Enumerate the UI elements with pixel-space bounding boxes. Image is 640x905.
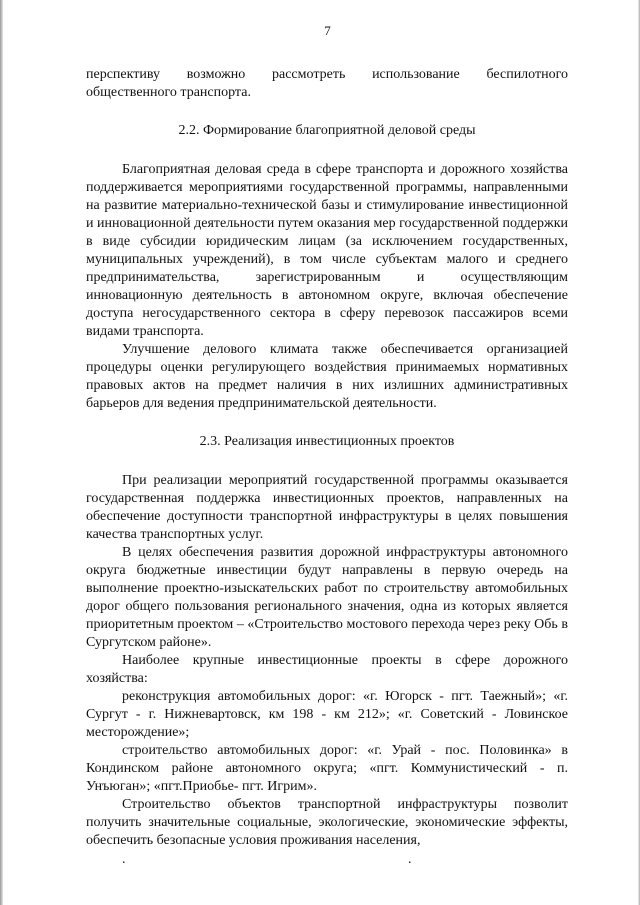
section-heading-2-3: 2.3. Реализация инвестиционных проектов: [199, 434, 455, 449]
paragraph-business-environment: Благоприятная деловая среда в сфере транспорта и дорожного хозяйства поддерживается мероприятиями государственной программы, направленными на развитие материально-технической базы и стимулирование инвестиционной и инновационной деятельности путем оказания мер государственной поддержки в виде субсидии юридическим лицам (за исключением государственных, муниципальных учреждений), в том числе субъектам малого и среднего предпринимательства, зарегистрированным и осуществляющим инновационную деятельность в автономном округе, включая обеспечение доступа негосударственного сектора в сферу перевозок пассажиров всеми видами транспорта.: [86, 162, 568, 339]
scan-mark-left: .: [122, 852, 126, 867]
paragraph-intro: перспективу возможно рассмотреть использование беспилотного общественного транспорта.: [86, 67, 568, 100]
paragraph-major-projects: Наиболее крупные инвестиционные проекты в сфере дорожного хозяйства:: [86, 653, 568, 686]
section-heading-2-2: 2.2. Формирование благоприятной деловой среды: [178, 123, 476, 138]
paragraph-state-support: При реализации мероприятий государственной программы оказывается государственная поддержка инвестиционных проектов, направленных на обеспечение доступности транспортной инфраструктуры в целях повышения качества транспортных услуг.: [86, 473, 568, 542]
document-body: [86, 66, 568, 850]
paragraph-budget-investments: В целях обеспечения развития дорожной инфраструктуры автономного округа бюджетные инвестиции будут направлены в первую очередь на выполнение проектно-изыскательских работ по строительству автомобильных дорог общего пользования регионального значения, одна из которых является приоритетным проектом – «Строительство мостового перехода через реку Обь в Сургутском районе».: [86, 545, 568, 650]
document-page: [86, 22, 568, 850]
paragraph-construction: строительство автомобильных дорог: «г. Урай - пос. Половинка» в Кондинском районе автономного округа; «пгт. Коммунистический - п. Унъюган»; «пгт.Приобье- пгт. Игрим».: [86, 743, 568, 794]
paragraph-reconstruction: реконструкция автомобильных дорог: «г. Югорск - пгт. Таежный»; «г. Сургут - г. Нижневартовск, км 198 - км 212»; «г. Советский - Ловинское месторождение»;: [86, 689, 568, 740]
page-number: 7: [324, 23, 331, 38]
scan-mark-right: .: [408, 852, 412, 867]
paragraph-effects: Строительство объектов транспортной инфраструктуры позволит получить значительные социальные, экологические, экономические эффекты, обеспечить безопасные условия проживания населения,: [86, 797, 568, 848]
paragraph-business-climate: Улучшение делового климата также обеспечивается организацией процедуры оценки регулирующего воздействия принимаемых нормативных правовых актов на предмет наличия в них излишних административных барьеров для ведения предпринимательской деятельности.: [86, 342, 568, 411]
scan-edge-left: [0, 0, 3, 905]
